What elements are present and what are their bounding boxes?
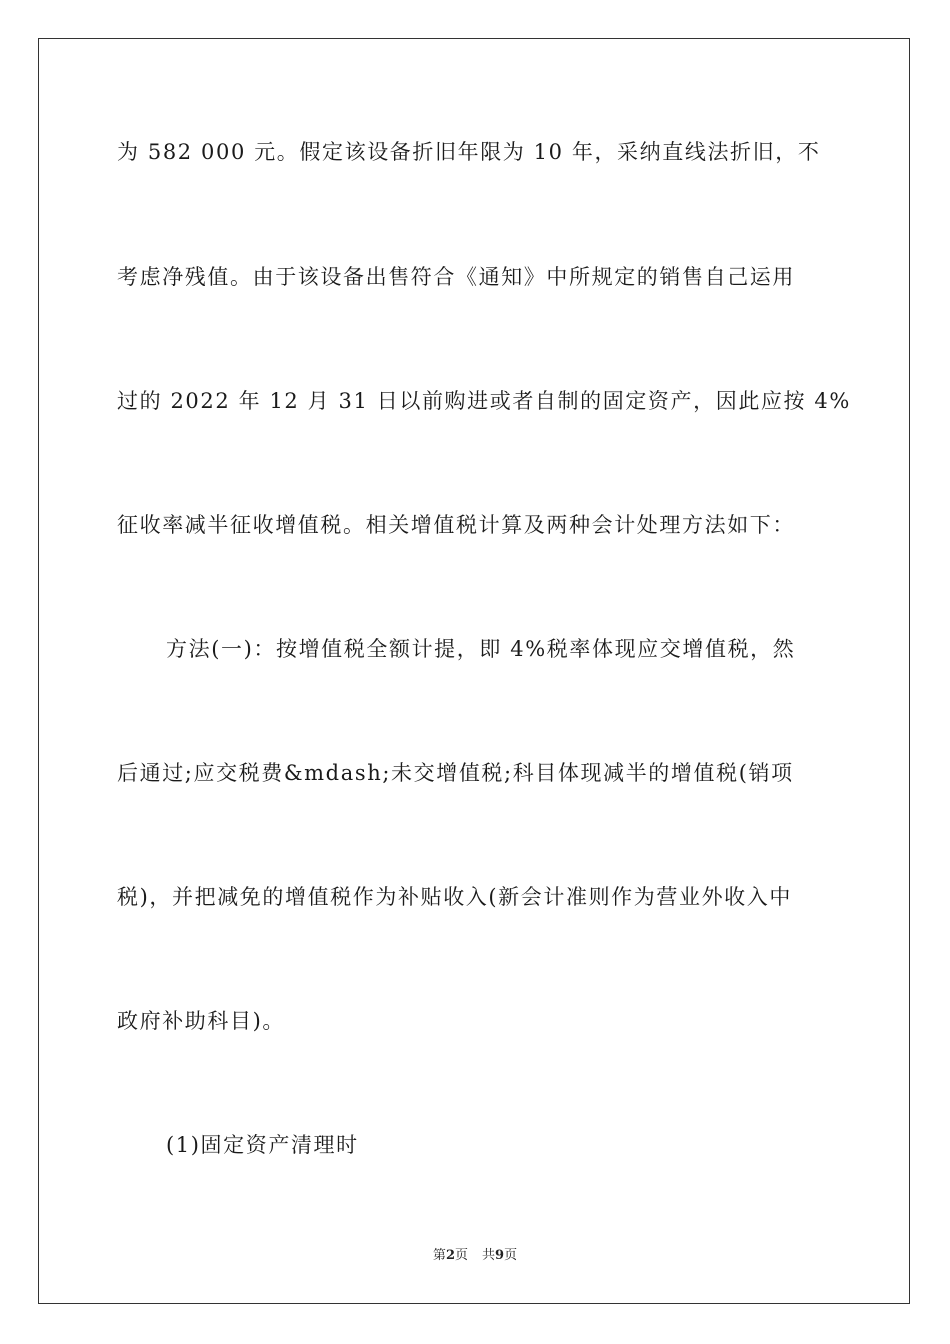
page-border bbox=[38, 38, 910, 1304]
paragraph-line-8: 政府补助科目)。 bbox=[117, 1009, 285, 1033]
footer-page-number: 2 bbox=[445, 1248, 455, 1263]
paragraph-line-2: 考虑净残值。由于该设备出售符合《通知》中所规定的销售自己运用 bbox=[117, 265, 795, 289]
paragraph-line-7: 税)，并把减免的增值税作为补贴收入(新会计准则作为营业外收入中 bbox=[117, 885, 792, 909]
page-footer bbox=[0, 1244, 950, 1263]
paragraph-line-4: 征收率减半征收增值税。相关增值税计算及两种会计处理方法如下： bbox=[117, 513, 795, 537]
paragraph-line-9: (1)固定资产清理时 bbox=[166, 1133, 359, 1157]
footer-total-pages: 9 bbox=[495, 1248, 505, 1263]
footer-prefix: 第 bbox=[432, 1248, 446, 1263]
paragraph-line-6: 后通过;应交税费&mdash;未交增值税;科目体现减半的增值税(销项 bbox=[117, 761, 794, 785]
footer-total-prefix: 共 bbox=[482, 1248, 496, 1263]
paragraph-line-5: 方法(一)：按增值税全额计提，即 4%税率体现应交增值税，然 bbox=[166, 637, 796, 661]
paragraph-line-3: 过的 2022 年 12 月 31 日以前购进或者自制的固定资产，因此应按 4% bbox=[117, 389, 851, 413]
footer-page-suffix: 页 bbox=[454, 1248, 468, 1263]
footer-total-suffix: 页 bbox=[504, 1248, 518, 1263]
paragraph-line-1: 为 582 000 元。假定该设备折旧年限为 10 年，采纳直线法折旧，不 bbox=[117, 140, 821, 164]
